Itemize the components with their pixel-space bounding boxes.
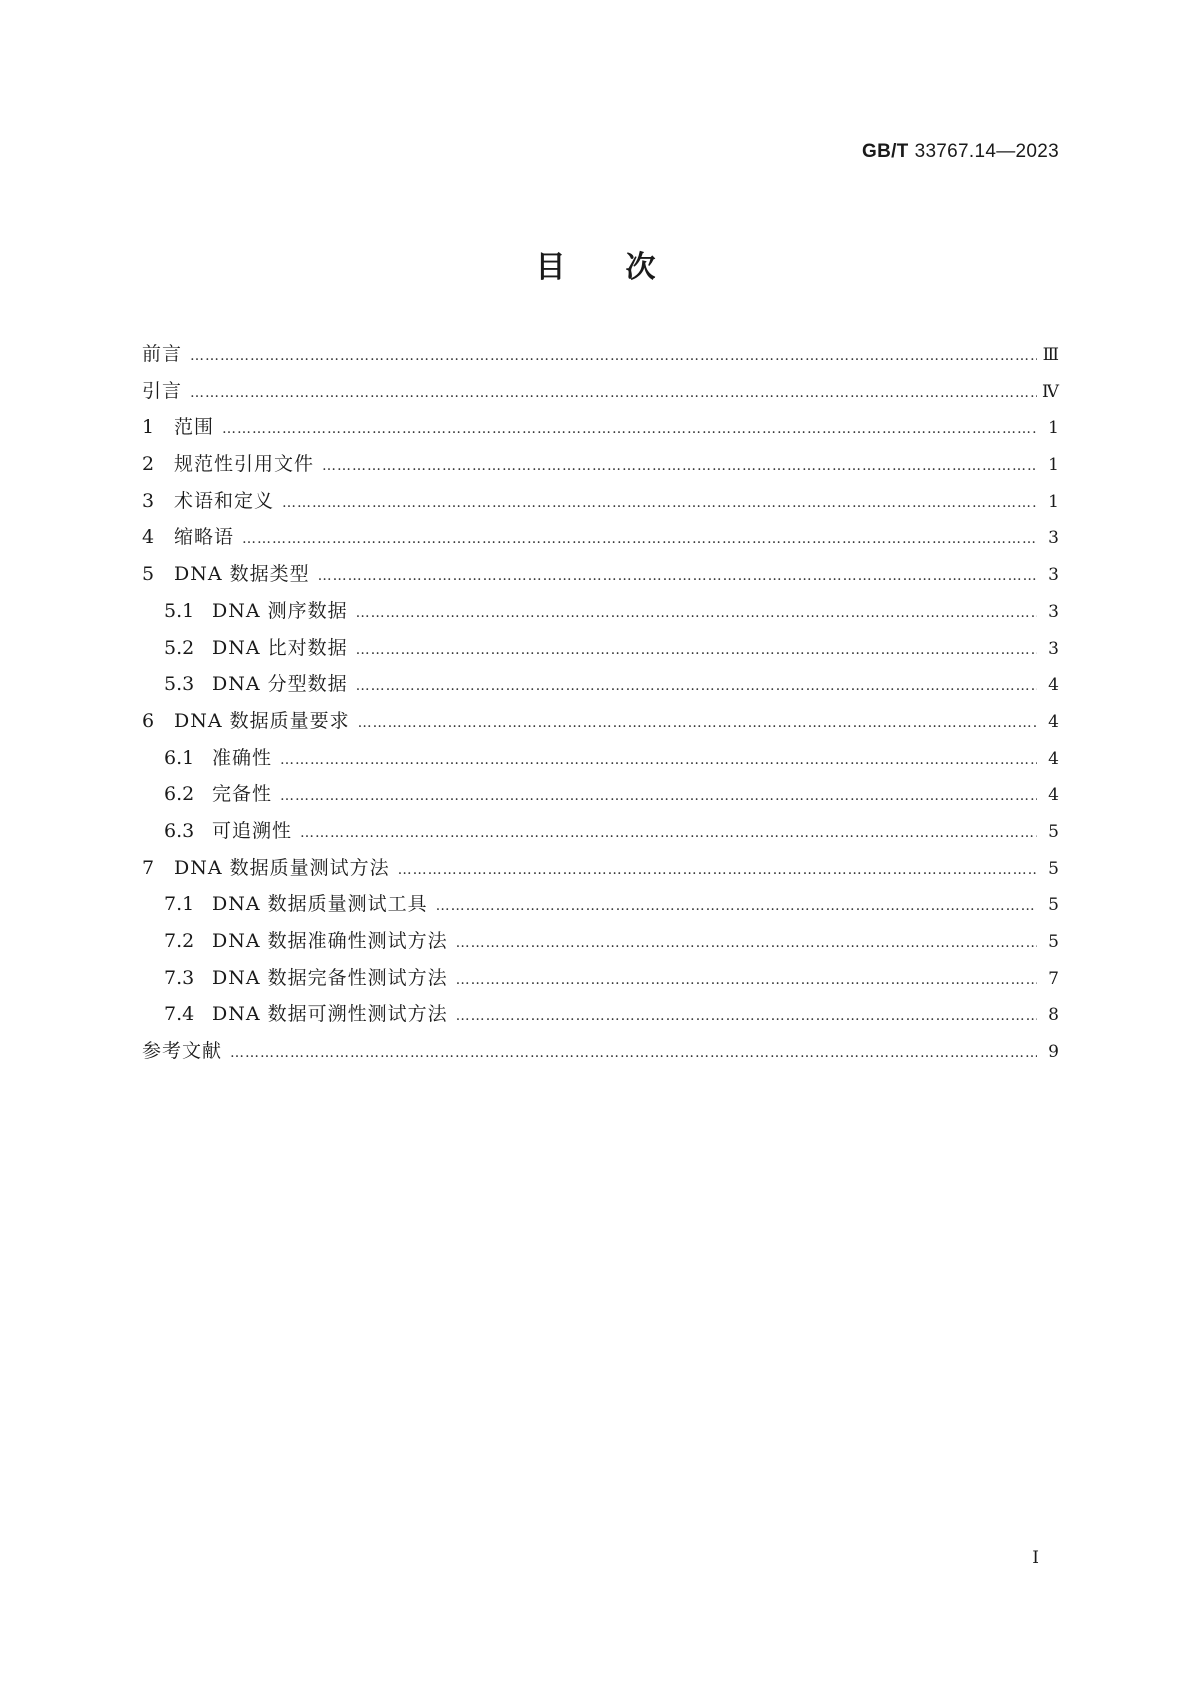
toc-entry-number: 1 [142, 416, 155, 439]
toc-entry-page: 1 [1048, 491, 1059, 512]
table-of-contents [142, 339, 1059, 1073]
toc-entry-page: 9 [1048, 1042, 1059, 1063]
toc-entry-page: 4 [1048, 711, 1059, 732]
toc-entry-number: 6.3 [164, 819, 195, 842]
toc-entry[interactable] [142, 963, 1059, 1000]
toc-entry[interactable] [142, 339, 1059, 376]
toc-dot-leader [456, 972, 1037, 988]
toc-dot-leader [456, 1008, 1037, 1024]
toc-entry-page: Ⅳ [1042, 381, 1059, 402]
toc-entry-title: 引言 [142, 379, 183, 402]
toc-entry[interactable] [142, 926, 1059, 963]
toc-entry-title: 参考文献 [142, 1040, 223, 1063]
toc-entry-page: 3 [1048, 638, 1059, 659]
page-title: 目次 [535, 250, 716, 285]
toc-dot-leader [322, 458, 1037, 474]
toc-entry-title: 可追溯性 [212, 819, 293, 842]
toc-entry-title: DNA 比对数据 [212, 636, 348, 659]
toc-dot-leader [282, 495, 1037, 511]
toc-entry-title: 缩略语 [174, 526, 235, 549]
toc-dot-leader [398, 862, 1037, 878]
toc-entry-number: 7.1 [164, 893, 195, 916]
toc-entry[interactable] [142, 412, 1059, 449]
toc-entry[interactable] [142, 853, 1059, 890]
toc-entry-title: 完备性 [212, 783, 273, 806]
toc-entry-page: 1 [1048, 455, 1059, 476]
toc-entry-number: 4 [142, 526, 155, 549]
toc-entry-number: 5.1 [164, 599, 195, 622]
toc-entry-title: DNA 数据质量测试方法 [174, 856, 390, 879]
toc-entry-number: 6 [142, 709, 155, 732]
toc-entry-number: 5.3 [164, 673, 195, 696]
toc-entry-number: 6.1 [164, 746, 195, 769]
toc-entry[interactable] [142, 999, 1059, 1036]
toc-entry-page: 5 [1048, 858, 1059, 879]
toc-dot-leader [356, 678, 1037, 694]
toc-dot-leader [230, 1045, 1037, 1061]
toc-entry[interactable] [142, 559, 1059, 596]
toc-dot-leader [300, 825, 1037, 841]
toc-entry-number: 6.2 [164, 783, 195, 806]
standard-code: 33767.14—2023 [914, 141, 1059, 162]
toc-dot-leader [356, 605, 1037, 621]
toc-entry-title: DNA 测序数据 [212, 599, 348, 622]
toc-entry[interactable] [142, 376, 1059, 413]
toc-entry-page: 5 [1048, 932, 1059, 952]
toc-entry-title: DNA 数据质量要求 [174, 709, 350, 732]
toc-dot-leader [190, 348, 1037, 364]
toc-dot-leader [222, 421, 1037, 437]
toc-dot-leader [358, 715, 1037, 731]
toc-entry[interactable] [142, 1036, 1059, 1073]
toc-entry-page: 3 [1048, 601, 1059, 622]
toc-entry-title: DNA 数据质量测试工具 [212, 893, 428, 916]
toc-entry[interactable] [142, 596, 1059, 633]
toc-entry-number: 7.3 [164, 966, 195, 989]
toc-dot-leader [280, 752, 1037, 768]
toc-entry-page: 3 [1048, 528, 1059, 549]
toc-entry-number: 7 [142, 856, 155, 879]
toc-entry-title: DNA 数据可溯性测试方法 [212, 1003, 448, 1026]
toc-entry-page: 8 [1048, 1005, 1059, 1026]
toc-entry[interactable] [142, 743, 1059, 780]
toc-entry[interactable] [142, 889, 1059, 926]
toc-dot-leader [436, 898, 1037, 914]
toc-entry-page: 5 [1048, 895, 1059, 916]
toc-entry-title: 术语和定义 [174, 489, 275, 512]
toc-dot-leader [242, 531, 1037, 547]
toc-entry-page: 7 [1048, 968, 1059, 989]
toc-dot-leader [280, 788, 1037, 804]
toc-entry-page: 4 [1048, 748, 1059, 769]
toc-entry-page: 4 [1048, 785, 1059, 806]
toc-entry-title: DNA 数据准确性测试方法 [212, 930, 448, 952]
toc-entry-number: 3 [142, 489, 155, 512]
toc-entry-page: 5 [1048, 821, 1059, 842]
toc-entry[interactable] [142, 816, 1059, 853]
toc-entry[interactable] [142, 449, 1059, 486]
toc-entry-title: 规范性引用文件 [174, 453, 315, 476]
standard-prefix: GB/T [861, 141, 909, 162]
standard-number [862, 141, 1059, 163]
toc-entry[interactable] [142, 486, 1059, 523]
toc-entry-page: 3 [1048, 565, 1059, 586]
toc-entry[interactable] [142, 706, 1059, 743]
toc-entry-page: Ⅲ [1042, 345, 1059, 365]
toc-entry[interactable] [142, 633, 1059, 670]
toc-entry-page: 4 [1048, 675, 1059, 696]
page-number: I [1032, 1548, 1039, 1568]
toc-entry[interactable] [142, 669, 1059, 706]
toc-dot-leader [356, 642, 1037, 658]
toc-entry-number: 5.2 [164, 636, 195, 659]
toc-entry-title: 范围 [174, 416, 215, 439]
toc-entry-page: 1 [1048, 418, 1059, 439]
toc-entry[interactable] [142, 522, 1059, 559]
toc-entry-number: 7.4 [164, 1003, 195, 1026]
toc-entry-title: DNA 数据完备性测试方法 [212, 966, 448, 989]
toc-entry-title: DNA 分型数据 [212, 673, 348, 696]
toc-entry-title: 准确性 [212, 746, 273, 769]
toc-entry-number: 7.2 [164, 930, 195, 952]
toc-entry-number: 5 [142, 563, 155, 586]
toc-entry[interactable] [142, 779, 1059, 816]
toc-entry-title: DNA 数据类型 [174, 563, 310, 586]
toc-entry-title: 前言 [142, 343, 183, 365]
toc-entry-number: 2 [142, 453, 155, 476]
toc-dot-leader [456, 935, 1037, 951]
toc-dot-leader [318, 568, 1037, 584]
toc-dot-leader [190, 385, 1037, 401]
